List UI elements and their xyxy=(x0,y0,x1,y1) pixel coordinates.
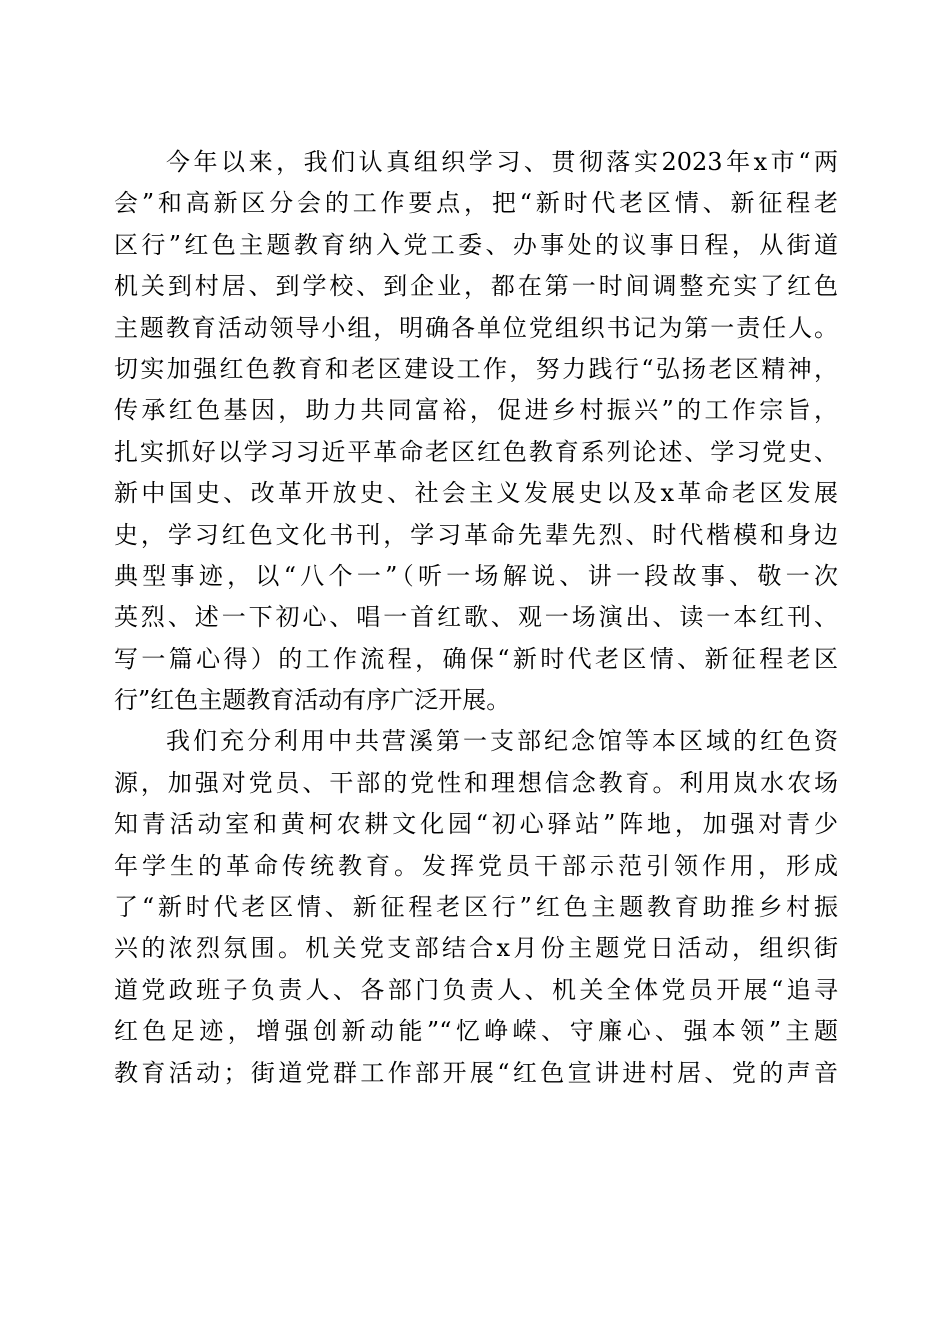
text-line: 年学生的革命传统教育。发挥党员干部示范引领作用，形成 xyxy=(114,851,838,880)
text-line: 主题教育活动领导小组，明确各单位党组织书记为第一责任人。 xyxy=(114,313,838,342)
text-line: 源，加强对党员、干部的党性和理想信念教育。利用岚水农场 xyxy=(114,768,838,797)
text-line: 英烈、述一下初心、唱一首红歌、观一场演出、读一本红刊、 xyxy=(114,603,838,632)
paragraph-1 xyxy=(114,142,838,721)
text-line: 行”红色主题教育活动有序广泛开展。 xyxy=(114,686,511,715)
paragraph-2 xyxy=(114,721,838,1094)
text-line: 兴的浓烈氛围。机关党支部结合x月份主题党日活动，组织街 xyxy=(114,934,838,963)
text-line: 今年以来，我们认真组织学习、贯彻落实2023年x市“两 xyxy=(166,148,838,176)
text-line: 传承红色基因，助力共同富裕，促进乡村振兴”的工作宗旨， xyxy=(114,396,838,425)
text-line: 红色足迹，增强创新动能”“忆峥嵘、守廉心、强本领”主题 xyxy=(114,1017,838,1046)
text-line: 知青活动室和黄柯农耕文化园“初心驿站”阵地，加强对青少 xyxy=(114,810,838,839)
text-line: 切实加强红色教育和老区建设工作，努力践行“弘扬老区精神， xyxy=(114,354,838,383)
text-line: 了“新时代老区情、新征程老区行”红色主题教育助推乡村振 xyxy=(114,893,838,922)
text-line: 道党政班子负责人、各部门负责人、机关全体党员开展“追寻 xyxy=(114,975,838,1004)
document-body xyxy=(114,142,838,1094)
text-line: 史，学习红色文化书刊，学习革命先辈先烈、时代楷模和身边 xyxy=(114,520,838,549)
text-line: 机关到村居、到学校、到企业，都在第一时间调整充实了红色 xyxy=(114,272,838,301)
text-line: 区行”红色主题教育纳入党工委、办事处的议事日程，从街道 xyxy=(114,230,838,259)
text-line: 典型事迹，以“八个一”（听一场解说、讲一段故事、敬一次 xyxy=(114,561,838,590)
text-line: 会”和高新区分会的工作要点，把“新时代老区情、新征程老 xyxy=(114,189,838,218)
text-line: 我们充分利用中共营溪第一支部纪念馆等本区域的红色资 xyxy=(166,727,838,756)
text-line: 扎实抓好以学习习近平革命老区红色教育系列论述、学习党史、 xyxy=(114,437,838,466)
text-line: 新中国史、改革开放史、社会主义发展史以及x革命老区发展 xyxy=(114,479,838,508)
text-line: 写一篇心得）的工作流程，确保“新时代老区情、新征程老区 xyxy=(114,644,838,673)
text-line: 教育活动；街道党群工作部开展“红色宣讲进村居、党的声音 xyxy=(114,1058,838,1087)
